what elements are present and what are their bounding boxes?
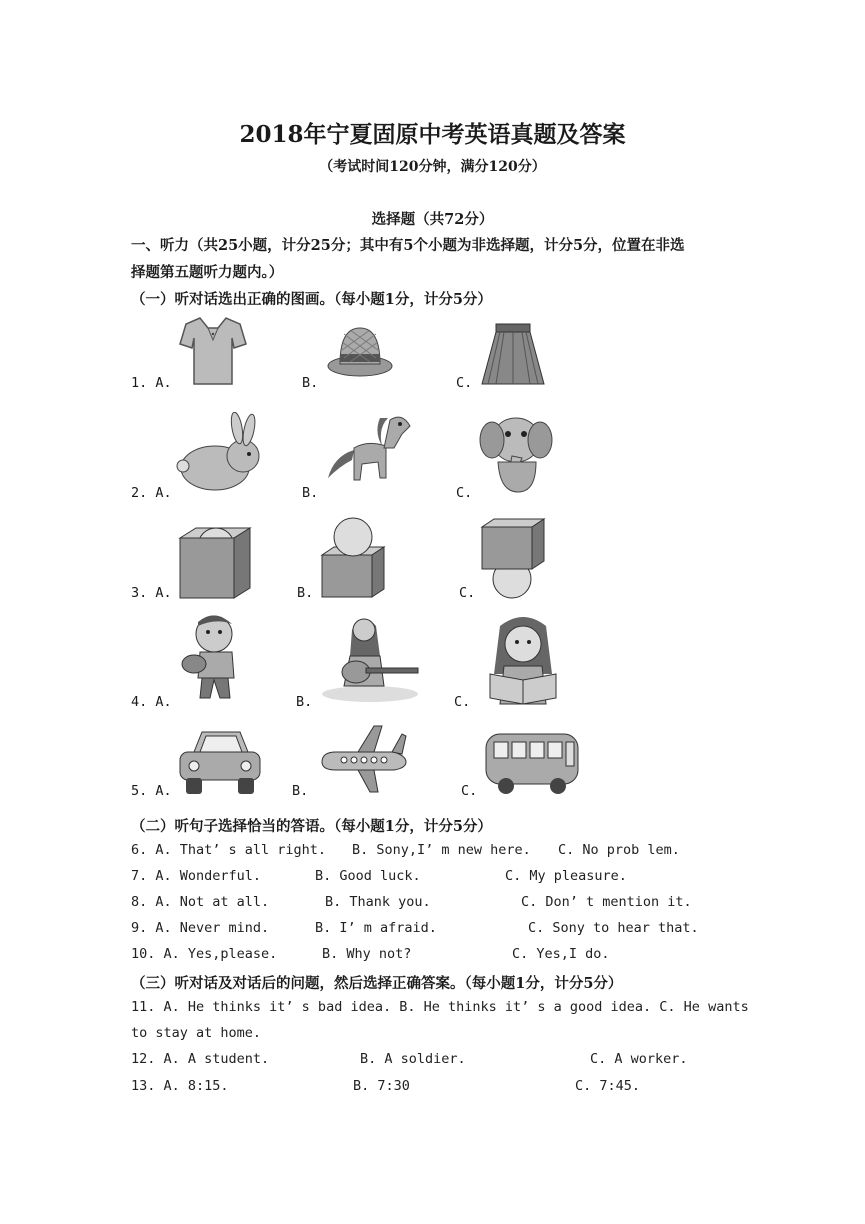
q2-label-b: B.	[302, 485, 319, 501]
q13-option-a: 13. A. 8:15.	[131, 1078, 229, 1094]
q8-option-c: C. Don’ t mention it.	[521, 894, 692, 910]
q8-option-a: 8. A. Not at all.	[131, 894, 270, 910]
ball-in-box-icon	[176, 524, 254, 602]
bus-icon	[484, 730, 580, 798]
horse-icon	[324, 408, 418, 498]
q1-label-a: 1. A.	[131, 375, 172, 391]
q11-options-cont: to stay at home.	[131, 1025, 262, 1041]
q6-option-a: 6. A. That’ s all right.	[131, 842, 327, 858]
boy-playing-ball-icon	[176, 612, 266, 704]
q9-option-c: C. Sony to hear that.	[528, 920, 699, 936]
q13-option-c: C. 7:45.	[575, 1078, 641, 1094]
ball-on-box-icon	[320, 517, 386, 599]
q9-option-b: B. I’ m afraid.	[315, 920, 437, 936]
q6-option-c: C. No prob lem.	[558, 842, 680, 858]
part1-heading-cont: 择题第五题听力题内。）	[131, 264, 284, 281]
q1-label-c: C.	[456, 375, 473, 391]
q4-label-a: 4. A.	[131, 694, 172, 710]
girl-playing-guitar-icon	[318, 612, 424, 704]
q12-option-b: B. A soldier.	[360, 1051, 466, 1067]
q2-label-c: C.	[456, 485, 473, 501]
plane-icon	[314, 722, 408, 798]
exam-info: （考试时间120分钟，满分120分）	[319, 159, 546, 175]
q7-option-c: C. My pleasure.	[505, 868, 627, 884]
car-icon	[176, 724, 264, 798]
q9-option-a: 9. A. Never mind.	[131, 920, 270, 936]
q7-option-a: 7. A. Wonderful.	[131, 868, 262, 884]
q10-option-c: C. Yes,I do.	[512, 946, 610, 962]
q2-label-a: 2. A.	[131, 485, 172, 501]
page-title: 2018年宁夏固原中考英语真题及答案	[239, 121, 626, 148]
girl-reading-book-icon	[476, 614, 570, 706]
q3-label-a: 3. A.	[131, 585, 172, 601]
box-on-ball-icon	[478, 515, 548, 599]
q12-option-c: C. A worker.	[590, 1051, 688, 1067]
q10-option-b: B. Why not?	[322, 946, 412, 962]
q4-label-c: C.	[454, 694, 471, 710]
elephant-icon	[478, 406, 560, 498]
q6-option-b: B. Sony,I’ m new here.	[352, 842, 531, 858]
skirt-icon	[478, 322, 548, 388]
sub1-heading: （一）听对话选出正确的图画。（每小题1分，计分5分）	[131, 291, 492, 308]
rabbit-icon	[175, 412, 269, 494]
q5-label-a: 5. A.	[131, 783, 172, 799]
q12-option-a: 12. A. A student.	[131, 1051, 270, 1067]
q7-option-b: B. Good luck.	[315, 868, 421, 884]
q4-label-b: B.	[296, 694, 313, 710]
q13-option-b: B. 7:30	[353, 1078, 410, 1094]
q1-label-b: B.	[302, 375, 319, 391]
q3-label-b: B.	[297, 585, 314, 601]
sub2-heading: （二）听句子选择恰当的答语。（每小题1分，计分5分）	[131, 818, 492, 835]
part1-heading: 一、听力（共25小题，计分25分；其中有5个小题为非选择题，计分5分，位置在非选	[131, 237, 685, 254]
q5-label-b: B.	[292, 783, 309, 799]
q8-option-b: B. Thank you.	[325, 894, 431, 910]
section-heading: 选择题（共72分）	[371, 211, 494, 228]
q5-label-c: C.	[461, 783, 478, 799]
hat-icon	[326, 322, 394, 380]
q11-options: 11. A. He thinks it’ s bad idea. B. He thinks it’ s a good idea. C. He wants	[131, 999, 749, 1015]
q3-label-c: C.	[459, 585, 476, 601]
sub3-heading: （三）听对话及对话后的问题，然后选择正确答案。（每小题1分，计分5分）	[131, 975, 623, 992]
q10-option-a: 10. A. Yes,please.	[131, 946, 278, 962]
polo-shirt-icon	[178, 314, 248, 388]
